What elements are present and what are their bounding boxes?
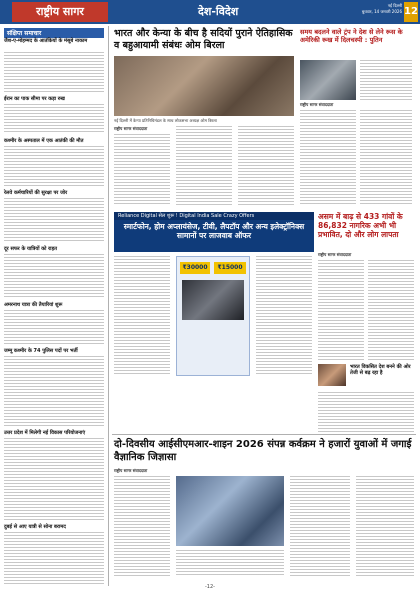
left-text-7: [4, 356, 104, 426]
top-right-byline: राष्ट्रीय सागर संवाददाता: [300, 102, 334, 107]
bottom-text-col-1: [114, 476, 170, 576]
top-right-text-2: [300, 110, 356, 206]
lead-byline: राष्ट्रीय सागर संवाददाता: [114, 126, 148, 131]
bottom-text-col-4: [356, 476, 414, 576]
left-headline-2: ईरान का पाक सीमा पर कड़ा रुख: [4, 96, 65, 102]
right-text-2: [368, 260, 414, 360]
left-text-5: [4, 254, 104, 298]
left-headline-1: जैश-ए-मोहम्मद के आतंकियों के मंसूबे नाकाम: [4, 38, 88, 44]
lead-text-col-3: [238, 126, 294, 206]
offer-badge-2: ₹15000: [214, 262, 246, 274]
ad-tagline: Reliance Digital सेल शुरू ! Digital India Sale Crazy Offers: [114, 212, 314, 220]
left-text-2: [4, 104, 104, 134]
left-text-8: [4, 438, 104, 520]
left-headline-5: दूर सफर के यात्रियों को राहत: [4, 246, 57, 252]
right-bottom-text: [318, 392, 414, 432]
left-headline-6: अमरनाथ यात्रा की तैयारियां शुरू: [4, 302, 63, 308]
right-bottom-photo: [318, 364, 346, 386]
left-text-4: [4, 198, 104, 242]
page-footer: -12-: [205, 584, 215, 590]
bottom-byline: राष्ट्रीय सागर संवाददाता: [114, 468, 148, 473]
left-text-3: [4, 146, 104, 186]
mid-text-col-3: [256, 256, 312, 376]
left-headline-8: उत्तर प्रदेश में मिलेगी नई विकास परियोजनाएं: [4, 430, 86, 436]
left-text-6: [4, 310, 104, 344]
left-headline-4: रेलवे कर्मचारियों की सुरक्षा पर जोर: [4, 190, 68, 196]
brand-logo: राष्ट्रीय सागर: [12, 2, 108, 22]
bottom-text-col-3: [290, 476, 350, 576]
ad-title: स्मार्टफोन, होम अप्लायंसेज, टीवी, लैपटॉप और अन्य इलेक्ट्रॉनिक्स सामानों पर लाजवाब ऑफर: [123, 222, 305, 240]
bottom-text-col-2: [176, 550, 284, 576]
left-headline-9: दुबई से आए यात्री से सोना बरामद: [4, 524, 66, 530]
date-full: बुधवार, 14 जनवरी 2026: [361, 9, 402, 14]
page-number: 12: [404, 2, 418, 22]
right-text-1: [318, 260, 364, 360]
date-block: [330, 3, 402, 15]
left-section-label: संक्षिप्त समाचार: [4, 28, 104, 38]
left-headline-3: कश्मीर के अस्पताल में एक आतंकी की मौत: [4, 138, 84, 144]
right-byline: राष्ट्रीय सागर संवाददाता: [318, 252, 352, 257]
section-title: देश-विदेश: [198, 5, 239, 18]
bottom-photo: [176, 476, 284, 546]
lead-text-col-1: [114, 134, 170, 206]
product-image: [182, 280, 244, 320]
left-text-9: [4, 532, 104, 584]
date-city: नई दिल्ली: [387, 3, 402, 8]
lead-photo: [114, 56, 294, 116]
offer-badge-1: ₹30000: [180, 262, 210, 274]
right-bottom-headline: भारत विकसित देश बनने की ओर तेजी से बढ़ रहा है: [350, 364, 411, 376]
lead-photo-caption: नई दिल्ली में केन्या प्रतिनिधिमंडल के साथ लोकसभा अध्यक्ष ओम बिरला: [114, 118, 217, 123]
right-headline: असम में बाढ़ से 433 गांवों के 86,832 नागरिक अभी भी प्रभावित, दो और लोग लापता: [318, 212, 403, 239]
top-right-headline: समय बदलने वाले ट्रंप ने देश से लेने रूस के अमेरिकी रूख में दिलचस्पी : पुतिन: [300, 28, 403, 44]
bottom-headline: दो-दिवसीय आईसीएमआर-शाइन 2026 संपन्न कर्वक्रम ने हजारों युवाओं में जगाई वैज्ञानिक जिज्ञासा: [114, 439, 412, 463]
lead-text-col-2: [176, 126, 232, 206]
top-right-text-3: [360, 110, 412, 206]
top-right-text-1: [360, 60, 412, 100]
bottom-divider: [112, 434, 416, 435]
left-text-1: [4, 52, 104, 92]
lead-headline: भारत और केन्या के बीच है सदियों पुराने ऐतिहासिक व बहुआयामी संबंधः ओम बिरला: [114, 28, 293, 51]
left-headline-7: जम्मू कश्मीर के 74 पुलिस पदों पर भर्ती: [4, 348, 78, 354]
mid-text-col-1: [114, 256, 170, 376]
top-right-photo: [300, 60, 356, 100]
column-divider: [108, 26, 109, 586]
